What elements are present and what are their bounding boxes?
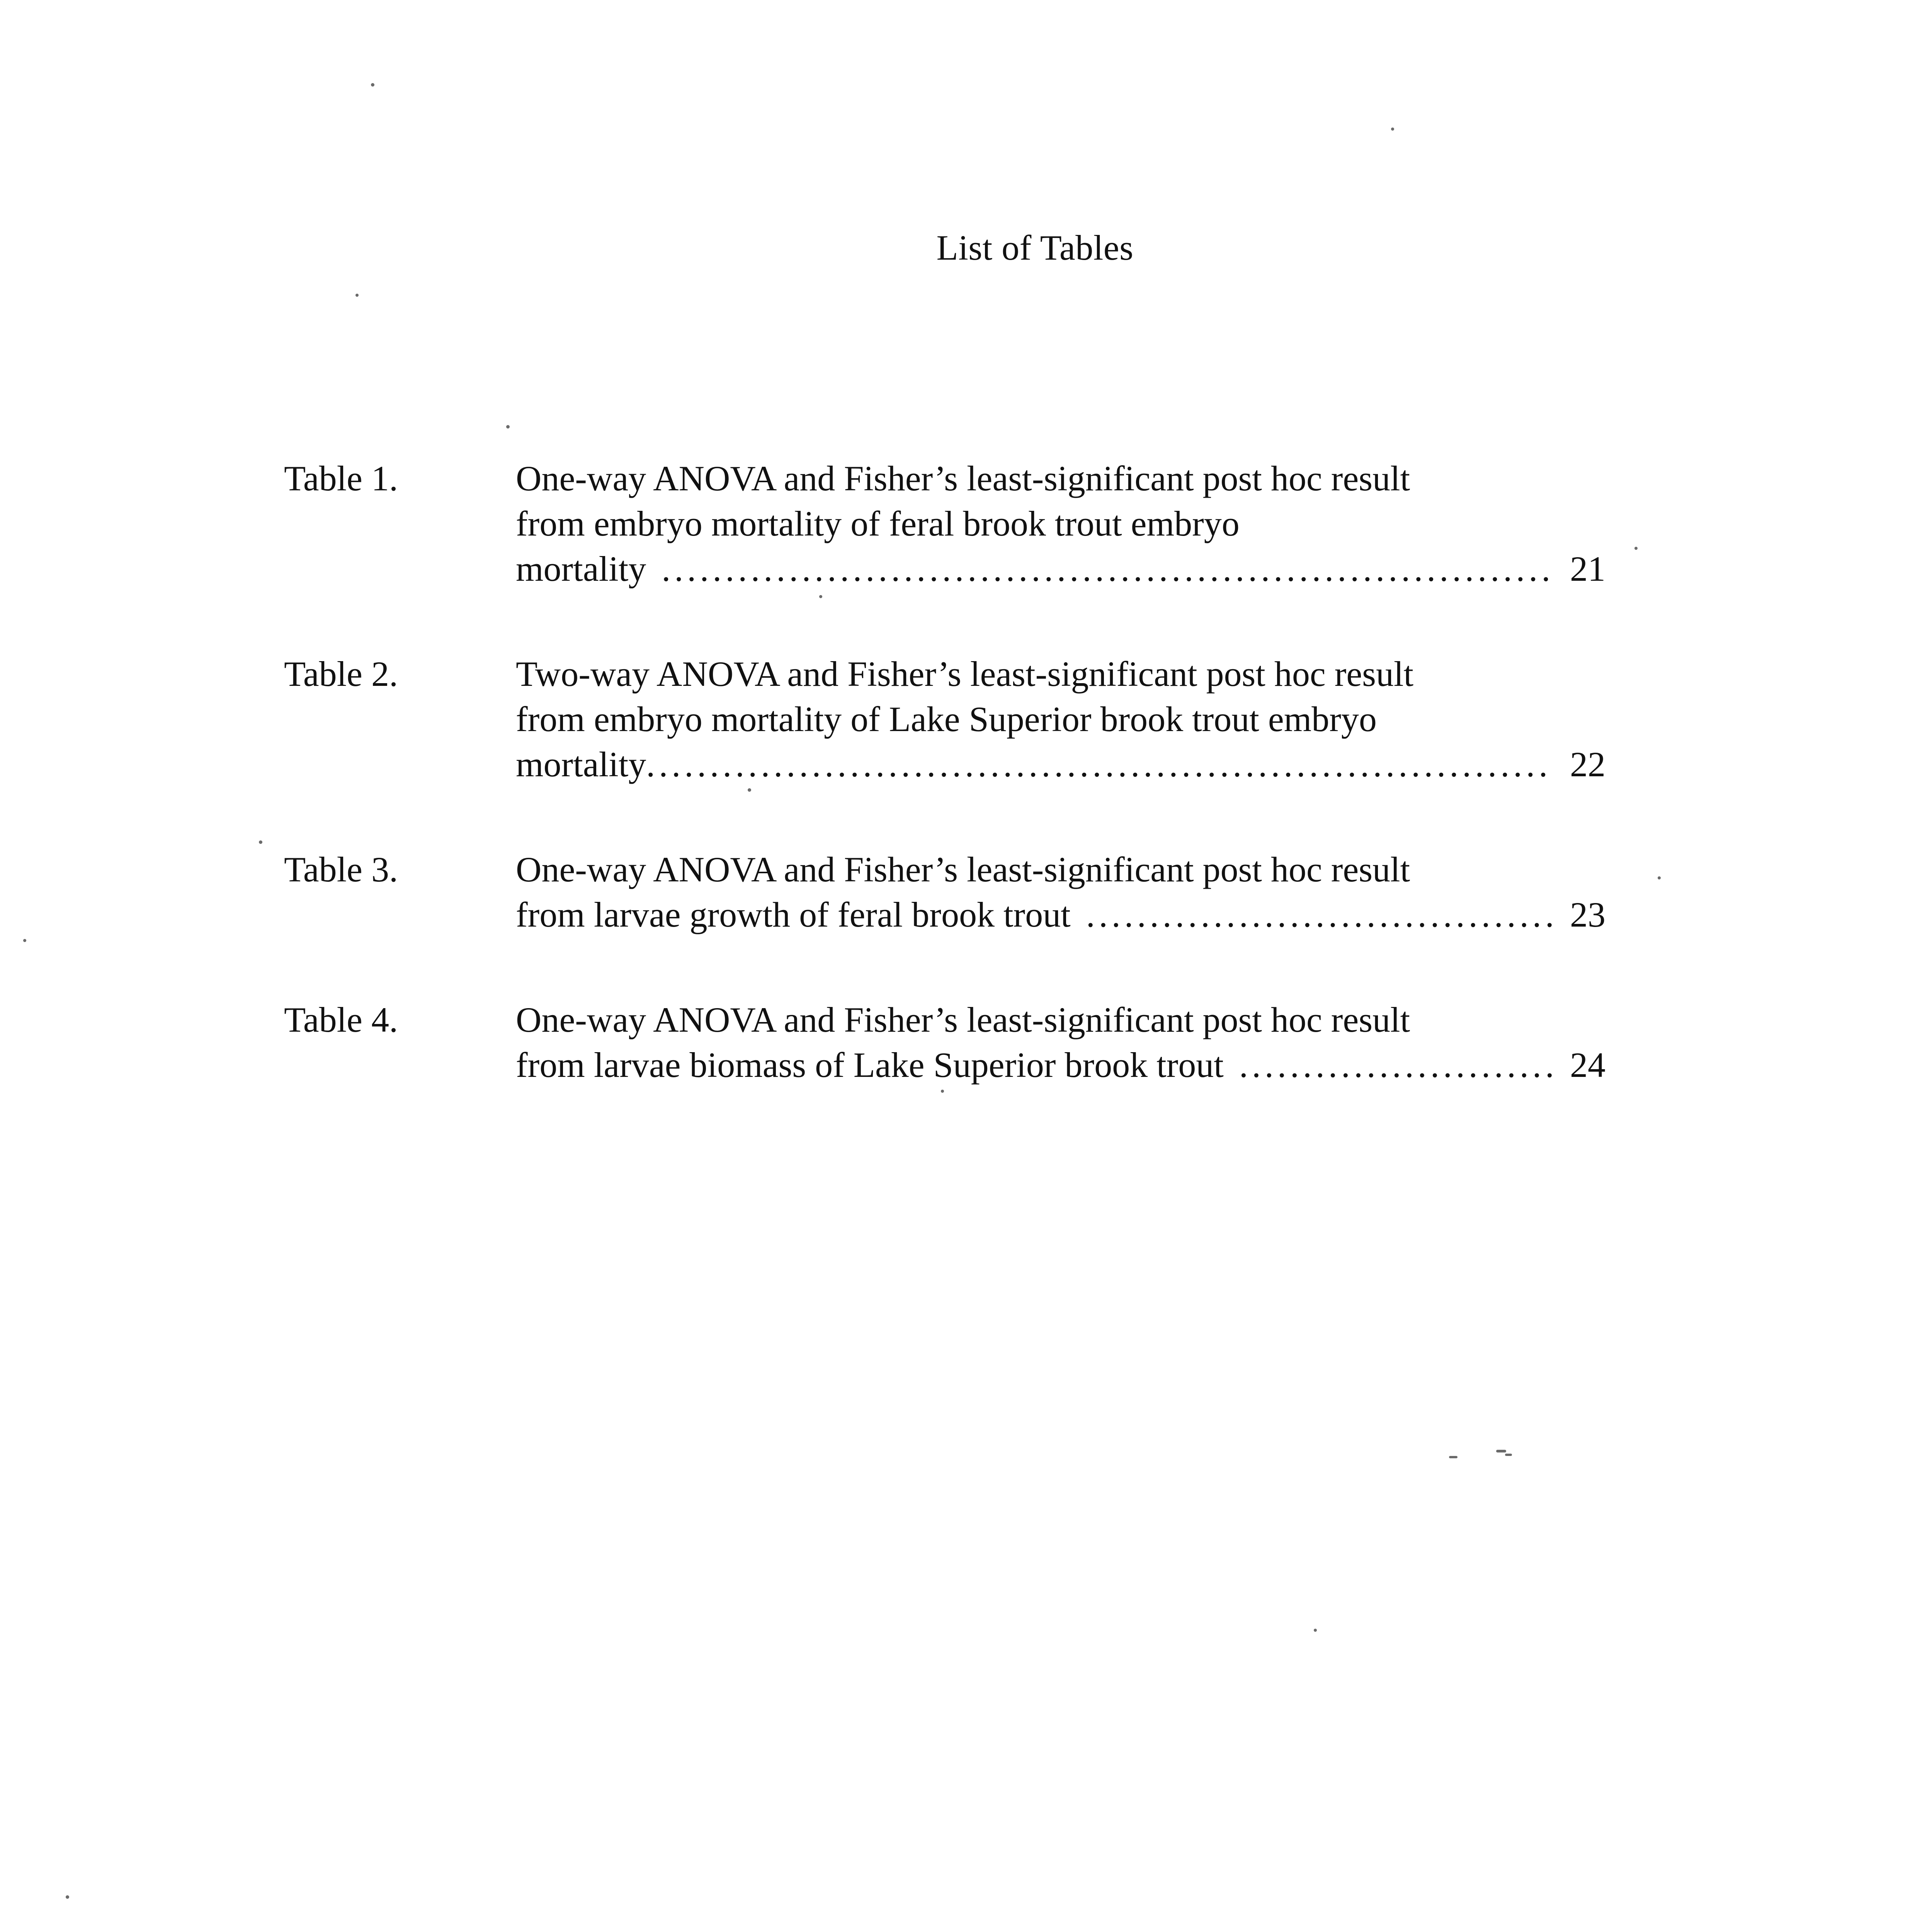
scan-speck: [1496, 1450, 1506, 1452]
page-number: 21: [1570, 549, 1605, 588]
page-title: List of Tables: [936, 228, 1134, 267]
toc-entry-table-1: [284, 456, 1605, 592]
caption-line: One-way ANOVA and Fisher’s least-significant post hoc result: [516, 459, 1410, 498]
scan-speck: [1505, 1454, 1512, 1456]
scan-speck: [819, 595, 822, 598]
table-label: Table 1.: [284, 459, 398, 498]
scan-speck: [1449, 1456, 1458, 1458]
scan-speck: [1314, 1629, 1317, 1632]
table-caption: [516, 456, 1605, 592]
dot-leader: [646, 742, 1553, 787]
scan-speck: [66, 1895, 69, 1899]
scan-speck: [355, 294, 359, 297]
caption-line: mortality: [516, 745, 646, 784]
scan-speck: [23, 939, 26, 942]
caption-last-line: [516, 892, 1605, 937]
page-number: 22: [1570, 745, 1605, 784]
table-caption: [516, 997, 1605, 1088]
scan-speck: [1658, 876, 1661, 879]
caption-line: from larvae growth of feral brook trout: [516, 895, 1071, 934]
scan-speck: [1391, 128, 1394, 131]
page-number: 23: [1570, 895, 1605, 934]
scan-speck: [371, 83, 374, 87]
caption-last-line: [516, 546, 1605, 592]
dot-leader: [662, 546, 1553, 592]
caption-line: One-way ANOVA and Fisher’s least-significant post hoc result: [516, 1000, 1410, 1039]
caption-last-line: [516, 1043, 1605, 1088]
caption-line: from larvae biomass of Lake Superior brook trout: [516, 1045, 1224, 1085]
page-number: 24: [1570, 1045, 1605, 1085]
toc-entry-table-4: [284, 997, 1605, 1088]
dot-leader: [1239, 1043, 1553, 1088]
scan-speck: [506, 425, 510, 429]
scan-speck: [259, 840, 262, 844]
dot-leader: [1086, 892, 1553, 937]
caption-line: from embryo mortality of feral brook trout embryo: [516, 504, 1240, 543]
scan-speck: [941, 1090, 944, 1093]
table-label: Table 3.: [284, 850, 398, 889]
caption-line: One-way ANOVA and Fisher’s least-significant post hoc result: [516, 850, 1410, 889]
table-caption: [516, 651, 1605, 787]
caption-line: Two-way ANOVA and Fisher’s least-significant post hoc result: [516, 654, 1414, 694]
table-label: Table 4.: [284, 1000, 398, 1039]
table-caption: [516, 847, 1605, 937]
scan-speck: [748, 788, 751, 792]
caption-line: mortality: [516, 549, 646, 588]
toc-entry-table-2: [284, 651, 1605, 787]
scan-speck: [1634, 547, 1638, 550]
list-of-tables: [284, 456, 1605, 1148]
caption-last-line: [516, 742, 1605, 787]
toc-entry-table-3: [284, 847, 1605, 937]
table-label: Table 2.: [284, 654, 398, 694]
caption-line: from embryo mortality of Lake Superior brook trout embryo: [516, 699, 1377, 739]
